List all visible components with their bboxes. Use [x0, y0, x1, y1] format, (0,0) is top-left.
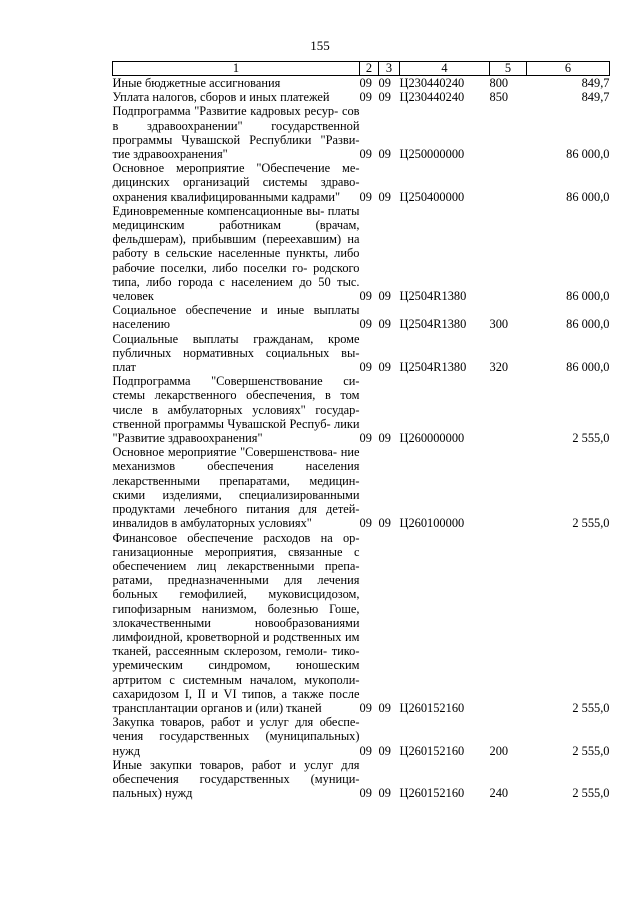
table-row — [113, 104, 610, 161]
header-col-5: 5 — [490, 62, 527, 76]
row-target-code: Ц2504R1380 — [399, 360, 467, 375]
table-row — [113, 445, 610, 530]
row-amount: 2 555,0 — [572, 516, 610, 531]
row-expense-type — [490, 374, 527, 445]
row-name: Подпрограмма "Совершенствование си- стемы лекарственного обеспечения, в том числе в амбулаторных условиях" государ- ственной программы Чувашской Респуб- лики "Развитие здравоохранения" — [112, 374, 360, 446]
row-target-code: Ц260000000 — [399, 431, 465, 446]
row-amount: 86 000,0 — [566, 189, 610, 204]
row-subsection-code: 09 — [378, 76, 391, 90]
row-name: Основное мероприятие "Обеспечение ме- дицинских организаций системы здраво- охранения квалифицированными кадрами" — [112, 161, 360, 204]
table-row — [113, 531, 610, 716]
row-amount: 86 000,0 — [566, 147, 610, 162]
header-col-4: 4 — [400, 62, 490, 76]
table-row — [113, 204, 610, 303]
table-row — [113, 161, 610, 204]
row-amount: 849,7 — [581, 90, 610, 105]
row-name: Основное мероприятие "Совершенствова- ние механизмов обеспечения населения лекарственными препаратами, медицин- скими изделиями, специализированными продуктами лечебного питания для детей- инвалидов в амбулаторных условиях" — [112, 445, 360, 531]
row-target-code: Ц260152160 — [399, 786, 465, 801]
row-section-code: 09 — [359, 431, 372, 446]
row-subsection-code: 09 — [378, 147, 391, 162]
row-expense-type: 200 — [489, 743, 509, 758]
row-subsection-code: 09 — [378, 700, 391, 715]
row-section-code: 09 — [359, 516, 372, 531]
row-expense-type — [490, 204, 527, 303]
row-section-code: 09 — [359, 317, 372, 332]
row-name: Иные закупки товаров, работ и услуг для обеспечения государственных (муници- пальных) нужд — [112, 757, 360, 801]
row-target-code: Ц2504R1380 — [399, 289, 467, 304]
table-body — [113, 76, 610, 801]
table-row — [113, 332, 610, 375]
row-name: Закупка товаров, работ и услуг для обеспе- чения государственных (муниципальных) нужд — [112, 715, 360, 758]
row-subsection-code: 09 — [378, 189, 391, 204]
row-subsection-code: 09 — [378, 743, 391, 758]
row-section-code: 09 — [359, 147, 372, 162]
row-subsection-code: 09 — [378, 90, 391, 105]
table-row — [113, 758, 610, 801]
row-section-code: 09 — [359, 76, 372, 90]
row-amount: 86 000,0 — [566, 360, 610, 375]
table-row — [113, 715, 610, 758]
row-name: Финансовое обеспечение расходов на ор- ганизационные мероприятия, связанные с обеспечением лиц лекарственными препа- ратами, предназначенными для лечения больных гемофилией, муковисцидозом, гипофизарным нанизмом, болезнью Гоше, злокачественными новообразованиями лимфоидной, кроветворной и родственных им тканей, рассеянным склерозом, гемоли- тико-уремическим синдромом, юношеским артритом с системным началом, мукополи- сахаридозом I, II и VI типов, а также после трансплантации органов и (или) тканей — [112, 530, 360, 715]
row-expense-type: 300 — [489, 317, 509, 332]
row-subsection-code: 09 — [378, 289, 391, 304]
row-target-code: Ц260152160 — [399, 743, 465, 758]
row-target-code: Ц230440240 — [399, 76, 465, 90]
row-name: Подпрограмма "Развитие кадровых ресур- сов в здравоохранении" государственной программы Чувашской Республики "Разви- тие здравоохранения" — [112, 104, 360, 162]
row-section-code: 09 — [359, 700, 372, 715]
row-amount: 86 000,0 — [566, 317, 610, 332]
row-target-code: Ц260100000 — [399, 516, 465, 531]
table-header-row — [113, 62, 610, 76]
row-section-code: 09 — [359, 743, 372, 758]
row-section-code: 09 — [359, 360, 372, 375]
row-expense-type: 850 — [489, 90, 509, 105]
row-expense-type: 240 — [489, 786, 509, 801]
table-row — [113, 90, 610, 104]
row-section-code: 09 — [359, 90, 372, 105]
row-expense-type — [490, 531, 527, 716]
row-name: Иные бюджетные ассигнования — [112, 76, 281, 90]
row-expense-type: 320 — [489, 360, 509, 375]
row-name: Единовременные компенсационные вы- платы медицинским работникам (врачам, фельдшерам), прибывшим (переехавшим) на работу в сельские населенные пункты, либо рабочие поселки, либо поселки го- родского типа, либо города с населением до 50 тыс. человек — [112, 203, 360, 304]
row-target-code: Ц260152160 — [399, 700, 465, 715]
row-amount: 2 555,0 — [572, 431, 610, 446]
row-amount: 2 555,0 — [572, 786, 610, 801]
table-row — [113, 76, 610, 91]
row-amount: 849,7 — [581, 76, 610, 90]
row-amount: 2 555,0 — [572, 743, 610, 758]
row-subsection-code: 09 — [378, 516, 391, 531]
row-subsection-code: 09 — [378, 431, 391, 446]
row-target-code: Ц2504R1380 — [399, 317, 467, 332]
header-col-2: 2 — [360, 62, 379, 76]
row-target-code: Ц250000000 — [399, 147, 465, 162]
header-col-3: 3 — [379, 62, 400, 76]
row-expense-type — [490, 104, 527, 161]
header-col-6: 6 — [527, 62, 610, 76]
row-name: Социальное обеспечение и иные выплаты населению — [112, 303, 360, 332]
header-col-1: 1 — [113, 62, 360, 76]
table-row — [113, 374, 610, 445]
row-expense-type — [490, 161, 527, 204]
row-section-code: 09 — [359, 189, 372, 204]
row-target-code: Ц230440240 — [399, 90, 465, 105]
row-section-code: 09 — [359, 289, 372, 304]
budget-table — [112, 61, 610, 800]
row-expense-type — [490, 445, 527, 530]
row-subsection-code: 09 — [378, 317, 391, 332]
row-name: Уплата налогов, сборов и иных платежей — [112, 90, 330, 105]
page-number: 155 — [310, 38, 330, 53]
row-amount: 86 000,0 — [566, 289, 610, 304]
table-row — [113, 303, 610, 331]
row-amount: 2 555,0 — [572, 700, 610, 715]
row-expense-type: 800 — [489, 76, 509, 90]
row-name: Социальные выплаты гражданам, кроме публичных нормативных социальных вы- плат — [112, 331, 360, 375]
row-subsection-code: 09 — [378, 786, 391, 801]
row-section-code: 09 — [359, 786, 372, 801]
row-target-code: Ц250400000 — [399, 189, 465, 204]
row-subsection-code: 09 — [378, 360, 391, 375]
